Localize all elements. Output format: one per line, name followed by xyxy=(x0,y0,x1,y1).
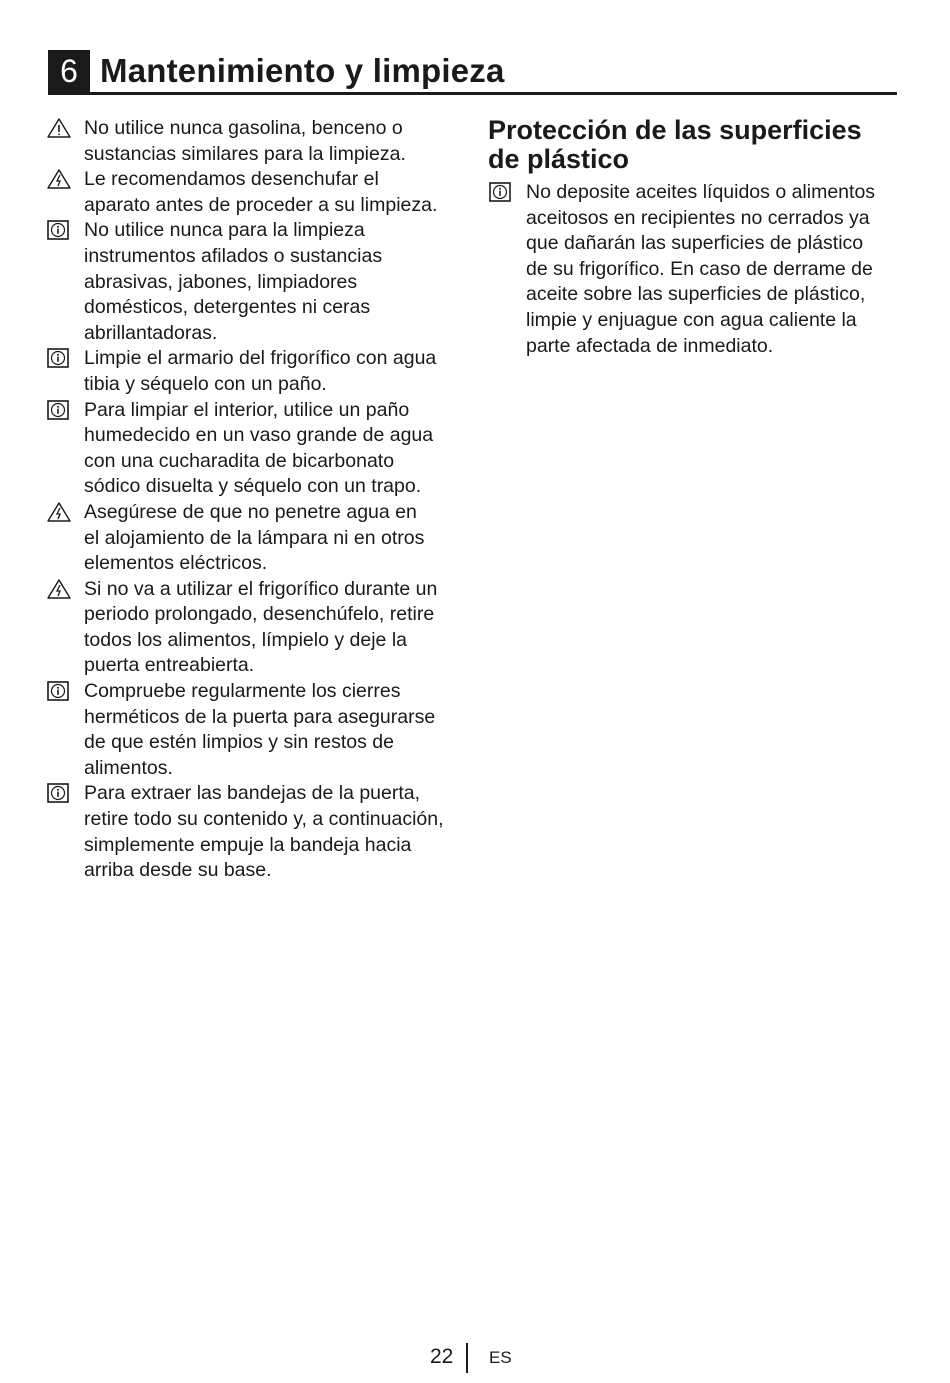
list-item xyxy=(46,346,466,397)
language-code: ES xyxy=(489,1348,512,1367)
info-icon xyxy=(46,347,72,369)
electric-warning-icon xyxy=(46,501,72,523)
electric-warning-icon xyxy=(46,168,72,190)
left-column xyxy=(46,116,466,884)
item-text: Le recomendamos desenchufar el aparato antes de proceder a su limpieza. xyxy=(84,168,438,216)
electric-warning-icon xyxy=(46,578,72,600)
info-icon xyxy=(488,181,514,203)
item-text: Para limpiar el interior, utilice un paño humedecido en un vaso grande de agua con una cucharadita de bicarbonato sódico disuelta y séquelo con un trapo. xyxy=(84,398,434,498)
item-text: No utilice nunca gasolina, benceno o sustancias similares para la limpieza. xyxy=(84,117,406,165)
item-text: Si no va a utilizar el frigorífico durante un periodo prolongado, desenchúfelo, retire todos los alimentos, límpielo y deje la puerta entreabierta. xyxy=(84,577,438,677)
list-item xyxy=(46,781,466,883)
list-item xyxy=(488,180,908,359)
item-text: Compruebe regularmente los cierres herméticos de la puerta para asegurarse de que estén limpios y sin restos de alimentos. xyxy=(84,680,436,779)
chapter-number: 6 xyxy=(48,50,90,92)
list-item xyxy=(46,167,466,218)
list-item xyxy=(46,679,466,781)
info-icon xyxy=(46,782,72,804)
list-item xyxy=(46,500,466,577)
right-column xyxy=(488,116,908,359)
info-icon xyxy=(46,399,72,421)
item-text: No deposite aceites líquidos o alimentos aceitosos en recipientes no cerrados ya que dañarán las superficies de plástico de su frigorífico. En caso de derrame de aceite sobre las superficies de plástico, limpie y enjuague con agua caliente la parte afectada de inmediato. xyxy=(526,181,876,357)
chapter-header xyxy=(48,50,897,95)
list-item xyxy=(46,577,466,679)
info-icon xyxy=(46,680,72,702)
section-title: Protección de las superficies de plástico xyxy=(488,115,862,174)
footer-divider xyxy=(466,1343,468,1373)
item-text: Asegúrese de que no penetre agua en el alojamiento de la lámpara ni en otros elementos eléctricos. xyxy=(84,500,425,575)
warning-icon xyxy=(46,117,72,139)
list-item xyxy=(46,218,466,346)
info-icon xyxy=(46,219,72,241)
item-text: No utilice nunca para la limpieza instrumentos afilados o sustancias abrasivas, jabones, limpiadores domésticos, detergentes ni ceras abrillantadoras. xyxy=(84,219,383,344)
item-text: Limpie el armario del frigorífico con agua tibia y séquelo con un paño. xyxy=(84,347,437,395)
item-text: Para extraer las bandejas de la puerta, retire todo su contenido y, a continuación, simplemente empuje la bandeja hacia arriba desde su base. xyxy=(84,782,444,882)
list-item xyxy=(46,116,466,167)
page-number: 22 xyxy=(430,1345,454,1368)
list-item xyxy=(46,398,466,500)
chapter-title: Mantenimiento y limpieza xyxy=(100,52,505,89)
